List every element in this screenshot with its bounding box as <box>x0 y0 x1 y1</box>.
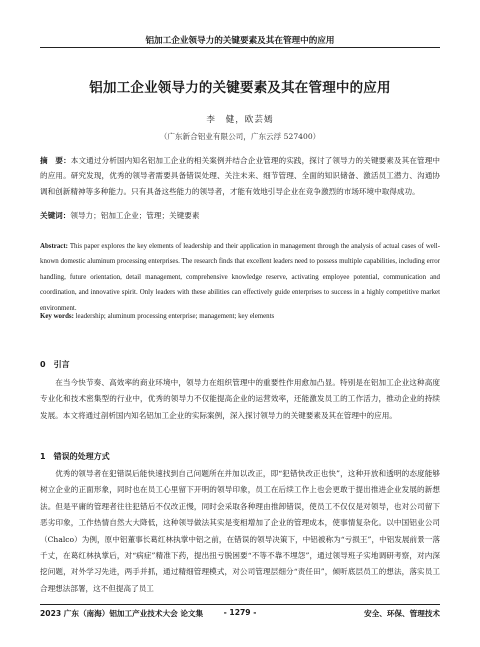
paper-title: 铝加工企业领导力的关键要素及其在管理中的应用 <box>89 80 391 96</box>
keywords-en-label: Key words: <box>40 313 74 320</box>
abstract-zh-label: 摘 要： <box>40 156 71 165</box>
page-number: - 1279 - <box>223 608 257 617</box>
footer-rule <box>40 604 440 605</box>
keywords-zh-label: 关键词： <box>40 211 71 220</box>
affiliation: （广东新合铝业有限公司，广东云浮 527400） <box>159 132 321 141</box>
section-paragraph-error-handling: 优秀的领导者在犯错误后能快速找到自己问题所在并加以改正，即“犯错快改正也快”，这种开放和透明的态度能够树立企业的正面形象，同时也在员工心里留下开明的领导印象，员工在后续工作上也会更敢于提出推进企业发展的新想法。但是平庸的管理者往往犯错后不仅改正慢，同时会采取各种理由推卸错误，使员工不仅仅是对领导，也对公司留下恶劣印象，工作热情自然大大降低，这种领导做法其实是变相增加了企业的管理成本，使事情复杂化。以中国铝业公司（Chalco）为例，原中铝董事长葛红林执掌中铝之前，在错误的领导决策下，中铝被称为“亏损王”，中铝发展前景一落千丈，在葛红林执掌后，对“病症”精准下药，提出扭亏脱困要“不等不靠不埋怨”，通过领导班子实地调研考察，对内深挖问题，对外学习先进，两手并抓，通过精细管理模式，对公司管理层细分“责任田”，倾听底层员工的想法，落实员工合理想法部署，这不但提高了员工 <box>40 469 440 593</box>
abstract-zh <box>40 153 440 199</box>
abstract-zh-text: 本文通过分析国内知名铝加工企业的相关案例并结合企业管理的实践，探讨了领导力的关键要素及其在管理中的应用。研究发现，优秀的领导者需要具备错误处理、关注未来、细节管理、全面的知识储备、激活员工潜力、沟通协调和创新精神等多种能力。只有具备这些能力的领导者，才能有效地引导企业在竞争激烈的市场环境中取得成功。 <box>40 156 440 196</box>
keywords-en-text: leadership; aluminum processing enterprise; management; key elements <box>75 313 275 320</box>
keywords-zh <box>40 208 440 223</box>
header-rule <box>40 47 440 48</box>
abstract-en-text: This paper explores the key elements of leadership and their application in management through the analysis of actual cases of well-known domestic aluminum processing enterprises. The research finds that excellent leaders need to possess multiple capabilities, including error handling, future orientation, detail management, comprehensive knowledge reserve, activating employee potential, communication and coordination, and innovative spirit. Only leaders with these abilities can effectively guide enterprises to success in a highly competitive market environment. <box>40 243 440 312</box>
running-head: 铝加工企业领导力的关键要素及其在管理中的应用 <box>145 36 335 46</box>
keywords-zh-text: 领导力；铝加工企业；管理；关键要素 <box>70 211 200 220</box>
abstract-en-label: Abstract: <box>40 243 68 250</box>
footer-category: 安全、环保、管理技术 <box>364 609 440 618</box>
section-paragraph-intro: 在当今快节奏、高效率的商业环境中，领导力在组织管理中的重要性作用愈加凸显。特别是在铝加工企业这种高度专业化和技术密集型的行业中，优秀的领导力不仅能提高企业的运营效率，还能激发员工的工作活力，推动企业的持续发展。本文将通过剖析国内知名铝加工企业的实际案例，深入探讨领导力的关键要素及其在管理中的应用。 <box>40 378 440 420</box>
keywords-en <box>40 310 440 324</box>
footer-proceedings: 2023 广东（南海）铝加工产业技术大会 论文集 <box>40 609 204 618</box>
authors: 李 健，欧芸嫣 <box>206 115 274 125</box>
section-heading-intro: 0 引言 <box>40 360 70 369</box>
section-heading-error-handling: 1 错误的处理方式 <box>40 452 110 461</box>
abstract-en <box>40 239 440 316</box>
